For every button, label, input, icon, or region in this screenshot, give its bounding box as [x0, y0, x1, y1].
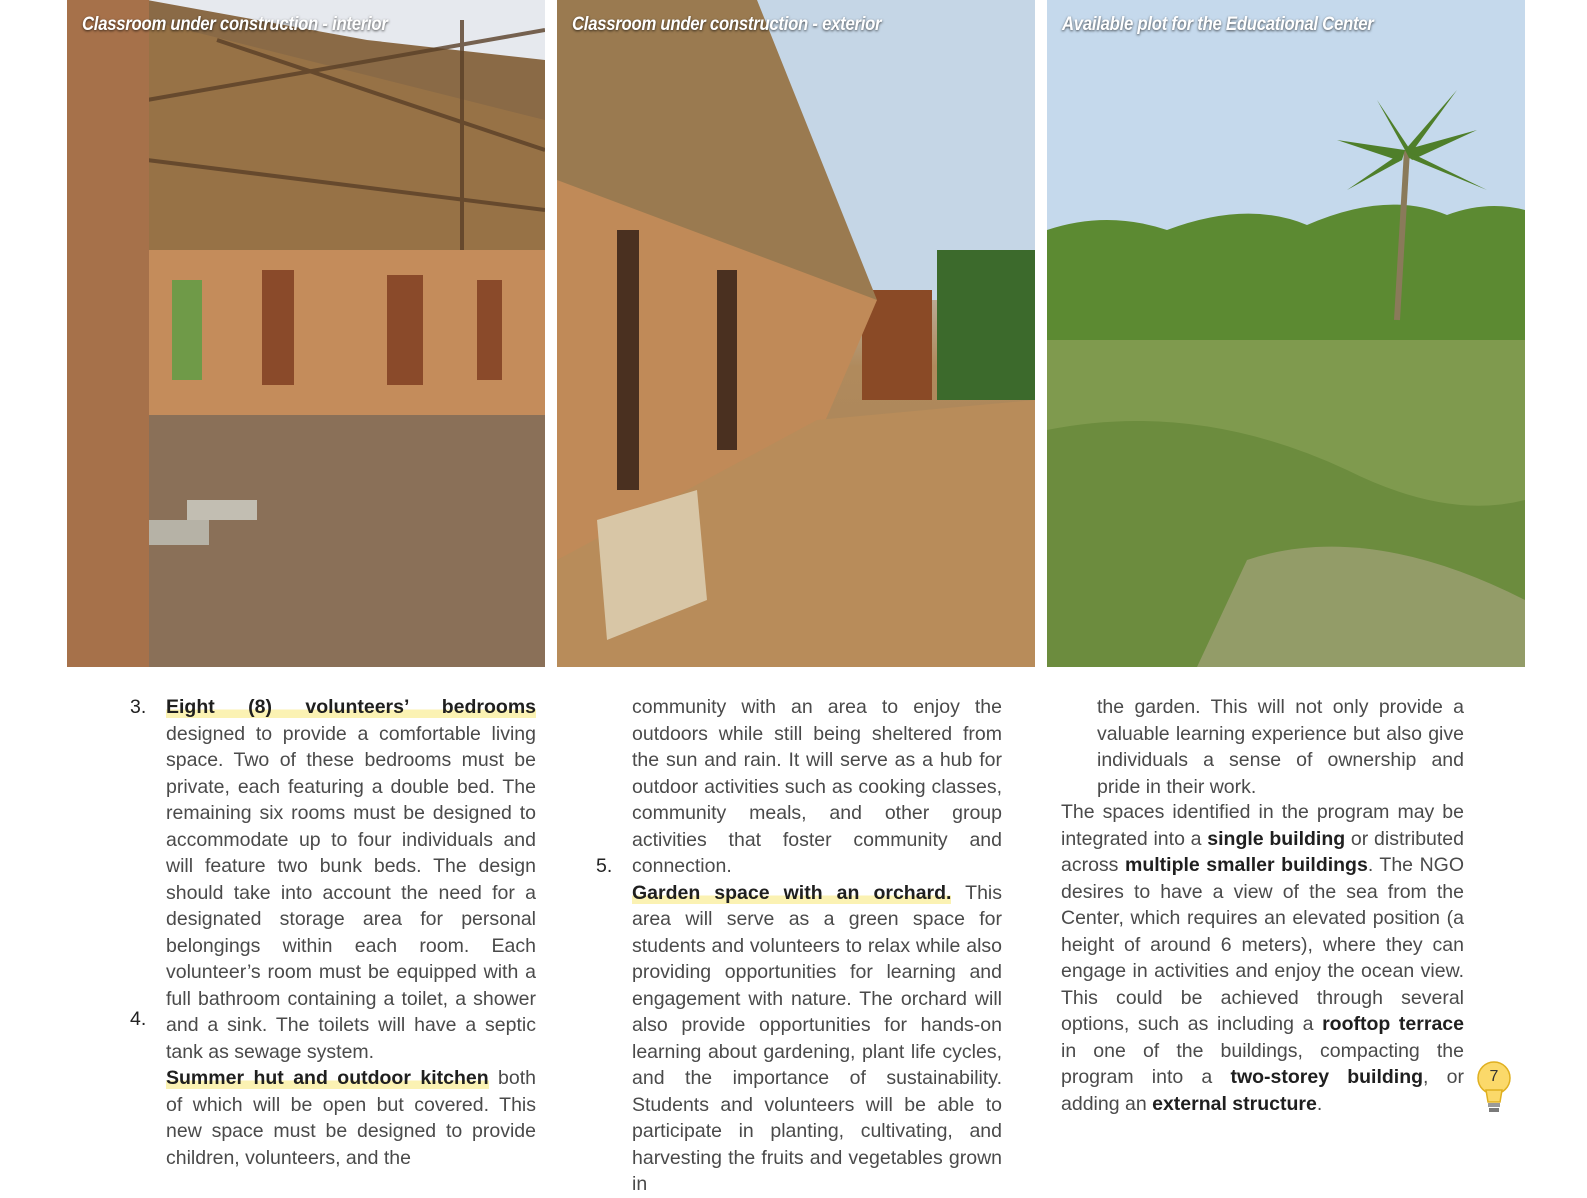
- summer-hut-continuation: community with an area to enjoy the outdoors while still being sheltered from the sun and rain. It will serve as a hub for outdoor activities such as cooking classes, community meals, and other group activities that foster community and connection.: [632, 696, 1002, 877]
- list-number-4: 4.: [130, 1008, 147, 1030]
- bold-multiple-buildings: multiple smaller buildings: [1125, 854, 1368, 876]
- garden-text: This area will serve as a green space for students and volunteers to relax while also providing opportunities for learning and engagement with nature. The orchard will also provide opportunities for hands-on learning about gardening, plant life cycles, and the importance of sustainability. Students and volunteers will be able to participate in planting, cultivating, and harvesting the fruits and vegetables grown in: [632, 881, 1003, 1195]
- paragraph-text-2: or distributed across: [1061, 827, 1464, 876]
- photo-classroom-interior: [67, 0, 545, 667]
- photo-caption-exterior: Classroom under construction - exterior: [572, 14, 882, 35]
- program-integration-paragraph: [1061, 799, 1464, 1117]
- list-item-summer-hut: [166, 1065, 536, 1171]
- bold-two-storey: two-storey building: [1230, 1066, 1424, 1088]
- page-number: 7: [1489, 1068, 1499, 1085]
- photo-caption-plot: Available plot for the Educational Center: [1062, 14, 1374, 35]
- paragraph-text-3: . The NGO desires to have a view of the sea from the Center, which requires an elevated position (a height of around 6 meters), where they can engage in activities and enjoy the ocean view. This could be achieved through several options, such as including a: [1061, 854, 1465, 1035]
- list-number-3: 3.: [130, 696, 147, 718]
- column-3-paragraph: [1061, 799, 1464, 1117]
- volunteer-bedrooms-text: designed to provide a comfortable living space. Two of these bedrooms must be private, each featuring a double bed. The remaining six rooms must be designed to accommodate up to four individuals and will feature two bunk beds. The design should take into account the need for a designated storage area for personal belongings within each room. Each volunteer’s room must be equipped with a full bathroom containing a toilet, a shower and a sink. The toilets will have a septic tank as sewage system.: [166, 722, 536, 1063]
- paragraph-text-1: The spaces identified in the program may be integrated into a: [1061, 801, 1464, 850]
- highlight-garden: Garden space with an orchard.: [632, 881, 952, 904]
- classroom-interior-image: [67, 0, 545, 667]
- list-item-volunteer-bedrooms: [166, 694, 536, 1065]
- column-3-continuation: [1097, 694, 1464, 800]
- photo-classroom-exterior: [557, 0, 1035, 667]
- photo-available-plot: [1047, 0, 1525, 667]
- list-number-5: 5.: [596, 855, 613, 877]
- garden-continuation: the garden. This will not only provide a valuable learning experience but also give individuals a sense of ownership and pride in their work.: [1097, 696, 1464, 798]
- paragraph-text-6: .: [1316, 1092, 1323, 1115]
- bold-single-building: single building: [1207, 827, 1346, 850]
- bold-external-structure: external structure: [1152, 1092, 1317, 1115]
- list-item-garden: [632, 880, 1002, 1198]
- classroom-exterior-image: [557, 0, 1035, 667]
- column-2: [632, 694, 1002, 1198]
- summer-hut-text: both of which will be open but covered. This new space must be designed to provide children, volunteers, and the: [166, 1067, 537, 1169]
- highlight-summer-hut: Summer hut and outdoor kitchen: [166, 1067, 489, 1089]
- highlight-volunteer-bedrooms: Eight (8) volunteers’ bedrooms: [166, 696, 536, 718]
- bold-rooftop-terrace: rooftop terrace: [1322, 1013, 1464, 1035]
- column-1: [166, 694, 536, 1171]
- available-plot-image: [1047, 0, 1525, 667]
- photo-caption-interior: Classroom under construction - interior: [82, 14, 388, 35]
- paragraph-text-4: in one of the buildings, compacting the program into a: [1061, 1039, 1464, 1088]
- paragraph-text-5: , or adding an: [1061, 1066, 1464, 1115]
